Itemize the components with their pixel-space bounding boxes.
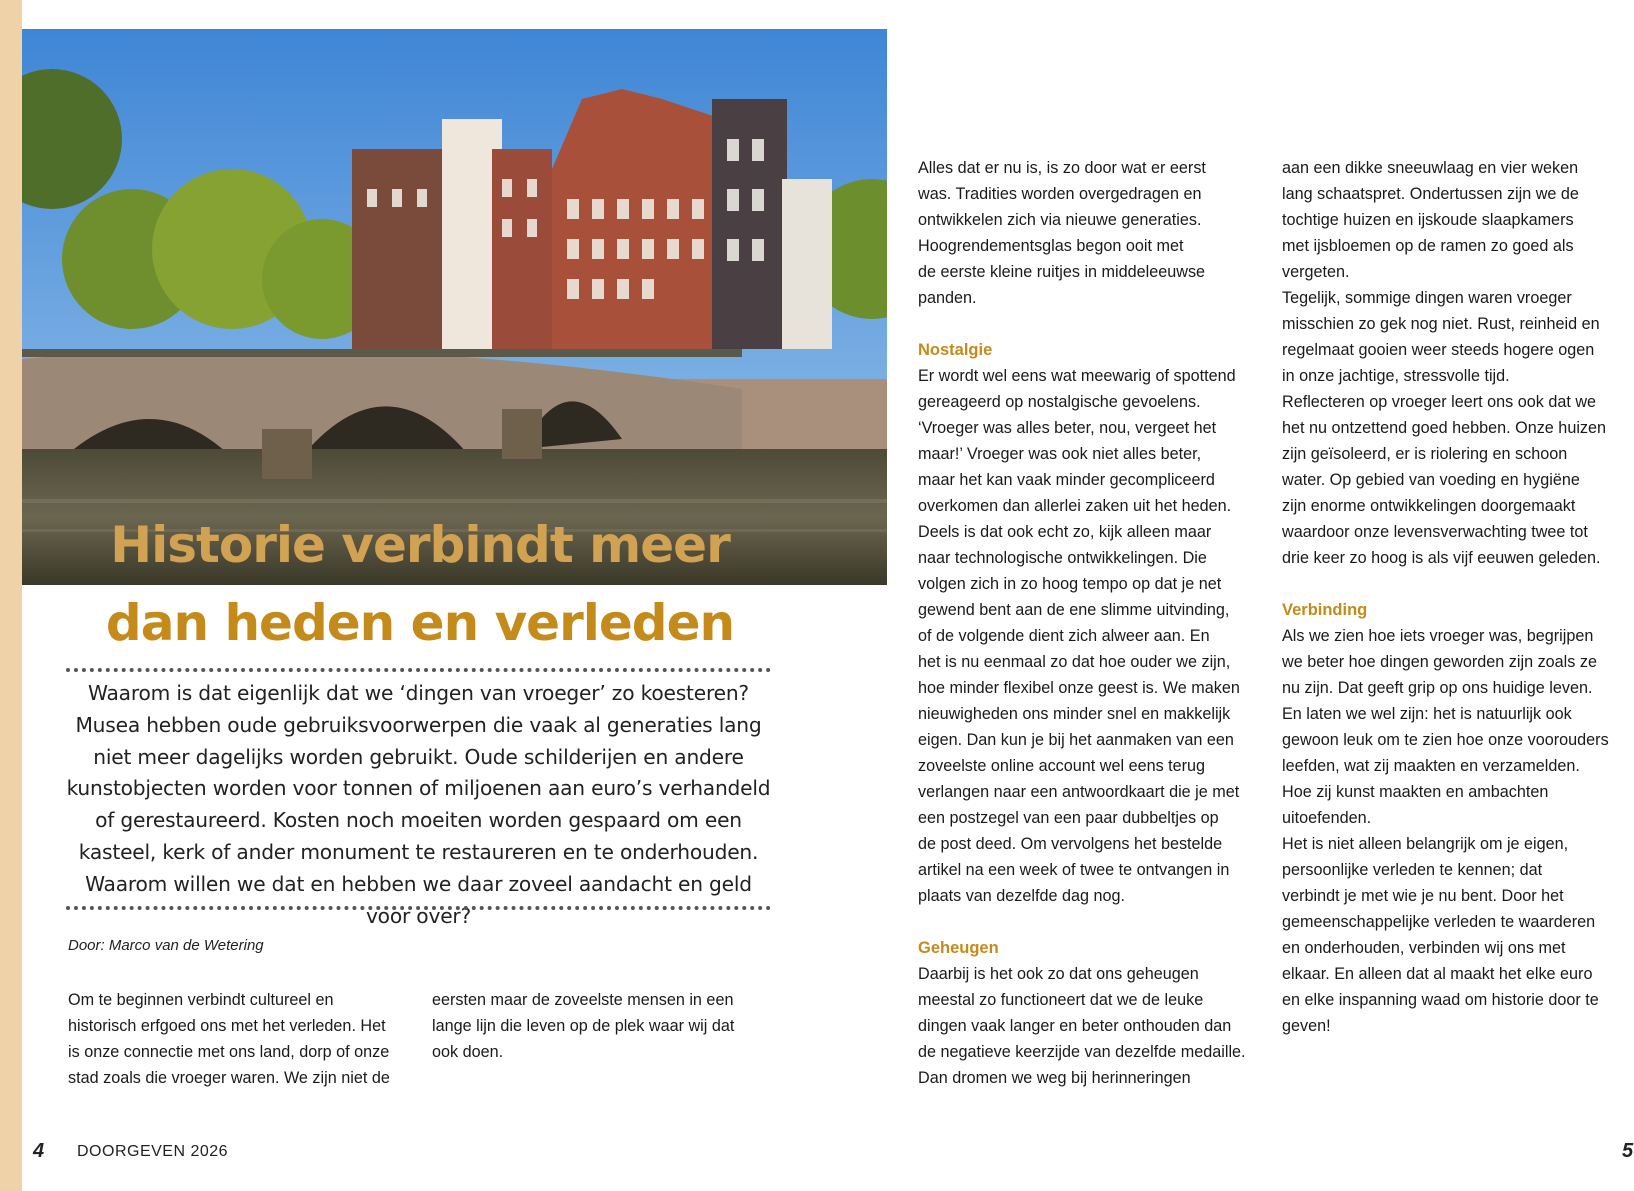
column-3 bbox=[918, 155, 1246, 1091]
text-line: hoe minder flexibel onze geest is. We maken bbox=[918, 679, 1240, 697]
text-line: lang schaatspret. Ondertussen zijn we de bbox=[1282, 185, 1579, 203]
text-line: meestal zo functioneert dat we de leuke bbox=[918, 991, 1204, 1009]
text-line: Dan dromen we weg bij herinneringen bbox=[918, 1069, 1191, 1087]
text-line: misschien zo gek nog niet. Rust, reinheid en bbox=[1282, 315, 1600, 333]
text-line: Er wordt wel eens wat meewarig of spottend bbox=[918, 367, 1236, 385]
text-line: vergeten. bbox=[1282, 263, 1350, 281]
text-line: gewoon leuk om te zien hoe onze voorouders bbox=[1282, 731, 1609, 749]
text-line: Als we zien hoe iets vroeger was, begrijpen bbox=[1282, 627, 1594, 645]
text-line: de eerste kleine ruitjes in middeleeuwse bbox=[918, 263, 1206, 281]
text-line: tochtige huizen en ijskoude slaapkamers bbox=[1282, 211, 1574, 229]
text-line: Daarbij is het ook zo dat ons geheugen bbox=[918, 965, 1199, 983]
section-heading-geheugen: Geheugen bbox=[918, 939, 999, 957]
text-line: leefden, wat zij maakten en verzamelden. bbox=[1282, 757, 1580, 775]
text-line: naar technologische ontwikkelingen. Die bbox=[918, 549, 1207, 567]
text-line: zoveelste online account wel eens terug bbox=[918, 757, 1206, 775]
text-line: gewend bent aan de ene slimme uitvinding, bbox=[918, 601, 1230, 619]
text-line: plaats van dezelfde dag nog. bbox=[918, 887, 1125, 905]
text-line: ontwikkelen zich via nieuwe generaties. bbox=[918, 211, 1202, 229]
page-number-right: 5 bbox=[1622, 1140, 1634, 1162]
text-line: Hoogrendementsglas begon ooit met bbox=[918, 237, 1184, 255]
text-line: en onderhouden, verbinden wij ons met bbox=[1282, 939, 1566, 957]
page-number-left: 4 bbox=[33, 1140, 45, 1162]
canal-photo bbox=[22, 29, 887, 585]
section-heading-verbinding: Verbinding bbox=[1282, 601, 1368, 619]
text-line: de negatieve keerzijde van dezelfde medaille. bbox=[918, 1043, 1246, 1061]
text-line: ‘Vroeger was alles beter, nou, vergeet het bbox=[918, 419, 1217, 437]
text-line: verlangen naar een antwoordkaart die je met bbox=[918, 783, 1240, 801]
text-line: was. Tradities worden overgedragen en bbox=[918, 185, 1202, 203]
text-line: elkaar. En alleen dat al maakt het elke euro bbox=[1282, 965, 1593, 983]
text-line: drie keer zo hoog is als vijf eeuwen geleden. bbox=[1282, 549, 1601, 567]
page-spine-strip bbox=[0, 0, 22, 1191]
text-line: regelmaat gooien weer steeds hogere ogen bbox=[1282, 341, 1595, 359]
headline-line-1: Historie verbindt meer bbox=[110, 516, 730, 574]
text-line: nieuwigheden ons minder snel en makkelijk bbox=[918, 705, 1231, 723]
text-line: nu zijn. Dat geeft grip op ons huidige leven. bbox=[1282, 679, 1593, 697]
text-line: historisch erfgoed ons met het verleden. Het bbox=[68, 1017, 386, 1035]
headline-line-2: dan heden en verleden bbox=[105, 594, 735, 652]
text-line: het is nu eenmaal zo dat hoe ouder we zijn, bbox=[918, 653, 1231, 671]
text-line: en elke inspanning waad om historie door te bbox=[1282, 991, 1599, 1009]
text-line: volgen zich in zo hoog tempo op dat je net bbox=[918, 575, 1222, 593]
intro-paragraph: Waarom is dat eigenlijk dat we ‘dingen van vroeger’ zo koesteren? Musea hebben oude gebruiksvoorwerpen die vaak al generaties lang niet meer dagelijks worden gebruikt. Oude schilderijen en andere kunstobjecten worden voor tonnen of miljoenen aan euro’s verhandeld of gerestaureerd. Kosten noch moeiten worden gespaard om een kasteel, kerk of ander monument te restaureren en te onderhouden. Waarom willen we dat en hebben we daar zoveel aandacht en geld voor over? bbox=[66, 681, 771, 928]
text-line: maar het kan vaak minder gecompliceerd bbox=[918, 471, 1215, 489]
text-line: panden. bbox=[918, 289, 977, 307]
text-line: geven! bbox=[1282, 1017, 1331, 1035]
text-line: verbindt je met wie je nu bent. Door het bbox=[1282, 887, 1564, 905]
dotted-divider-top bbox=[66, 668, 771, 672]
text-line: persoonlijke verleden te kennen; dat bbox=[1282, 861, 1543, 879]
text-line: of de volgende dient zich alweer aan. En bbox=[918, 627, 1210, 645]
text-line: Om te beginnen verbindt cultureel en bbox=[68, 991, 334, 1009]
text-line: Alles dat er nu is, is zo door wat er eerst bbox=[918, 159, 1206, 177]
text-line: artikel na een week of twee te ontvangen in bbox=[918, 861, 1230, 879]
text-line: Het is niet alleen belangrijk om je eigen, bbox=[1282, 835, 1569, 853]
text-line: eigen. Dan kun je bij het aanmaken van een bbox=[918, 731, 1234, 749]
column-1 bbox=[68, 987, 390, 1091]
text-line: is onze connectie met ons land, dorp of onze bbox=[68, 1043, 390, 1061]
text-line: stad zoals die vroeger waren. We zijn niet de bbox=[68, 1069, 390, 1087]
column-4 bbox=[1282, 155, 1609, 1039]
text-line: een postzegel van een paar dubbeltjes op bbox=[918, 809, 1219, 827]
text-line: zijn geïsoleerd, er is riolering en schoon bbox=[1282, 445, 1568, 463]
text-line: ook doen. bbox=[432, 1043, 504, 1061]
text-line: Hoe zij kunst maakten en ambachten bbox=[1282, 783, 1549, 801]
text-line: we beter hoe dingen geworden zijn zoals ze bbox=[1282, 653, 1597, 671]
text-line: het nu ontzettend goed hebben. Onze huizen bbox=[1282, 419, 1607, 437]
text-line: gereageerd op nostalgische gevoelens. bbox=[918, 393, 1201, 411]
text-line: eersten maar de zoveelste mensen in een bbox=[432, 991, 734, 1009]
text-line: overkomen dan allerlei zaken uit het heden. bbox=[918, 497, 1232, 515]
publication-name: DOORGEVEN 2026 bbox=[77, 1143, 229, 1160]
text-line: lange lijn die leven op de plek waar wij dat bbox=[432, 1017, 735, 1035]
text-line: En laten we wel zijn: het is natuurlijk ook bbox=[1282, 705, 1572, 723]
dotted-divider-bottom bbox=[66, 906, 771, 910]
text-line: water. Op gebied van voeding en hygiëne bbox=[1282, 471, 1580, 489]
text-line: aan een dikke sneeuwlaag en vier weken bbox=[1282, 159, 1579, 177]
text-line: waardoor onze levensverwachting twee tot bbox=[1282, 523, 1588, 541]
text-line: Deels is dat ook echt zo, kijk alleen maar bbox=[918, 523, 1212, 541]
text-line: Reflecteren op vroeger leert ons ook dat we bbox=[1282, 393, 1597, 411]
text-line: dingen vaak langer en beter onthouden dan bbox=[918, 1017, 1232, 1035]
text-line: uitoefenden. bbox=[1282, 809, 1372, 827]
text-line: gemeenschappelijke verleden te waarderen bbox=[1282, 913, 1596, 931]
text-line: de post deed. Om vervolgens het bestelde bbox=[918, 835, 1223, 853]
text-line: Tegelijk, sommige dingen waren vroeger bbox=[1282, 289, 1572, 307]
text-line: zijn enorme ontwikkelingen doorgemaakt bbox=[1282, 497, 1576, 515]
text-line: maar!’ Vroeger was ook niet alles beter, bbox=[918, 445, 1202, 463]
column-2 bbox=[432, 987, 734, 1065]
text-line: met ijsbloemen op de ramen zo goed als bbox=[1282, 237, 1574, 255]
text-line: in onze jachtige, stressvolle tijd. bbox=[1282, 367, 1510, 385]
section-heading-nostalgie: Nostalgie bbox=[918, 341, 993, 359]
author-byline: Door: Marco van de Wetering bbox=[68, 937, 264, 954]
